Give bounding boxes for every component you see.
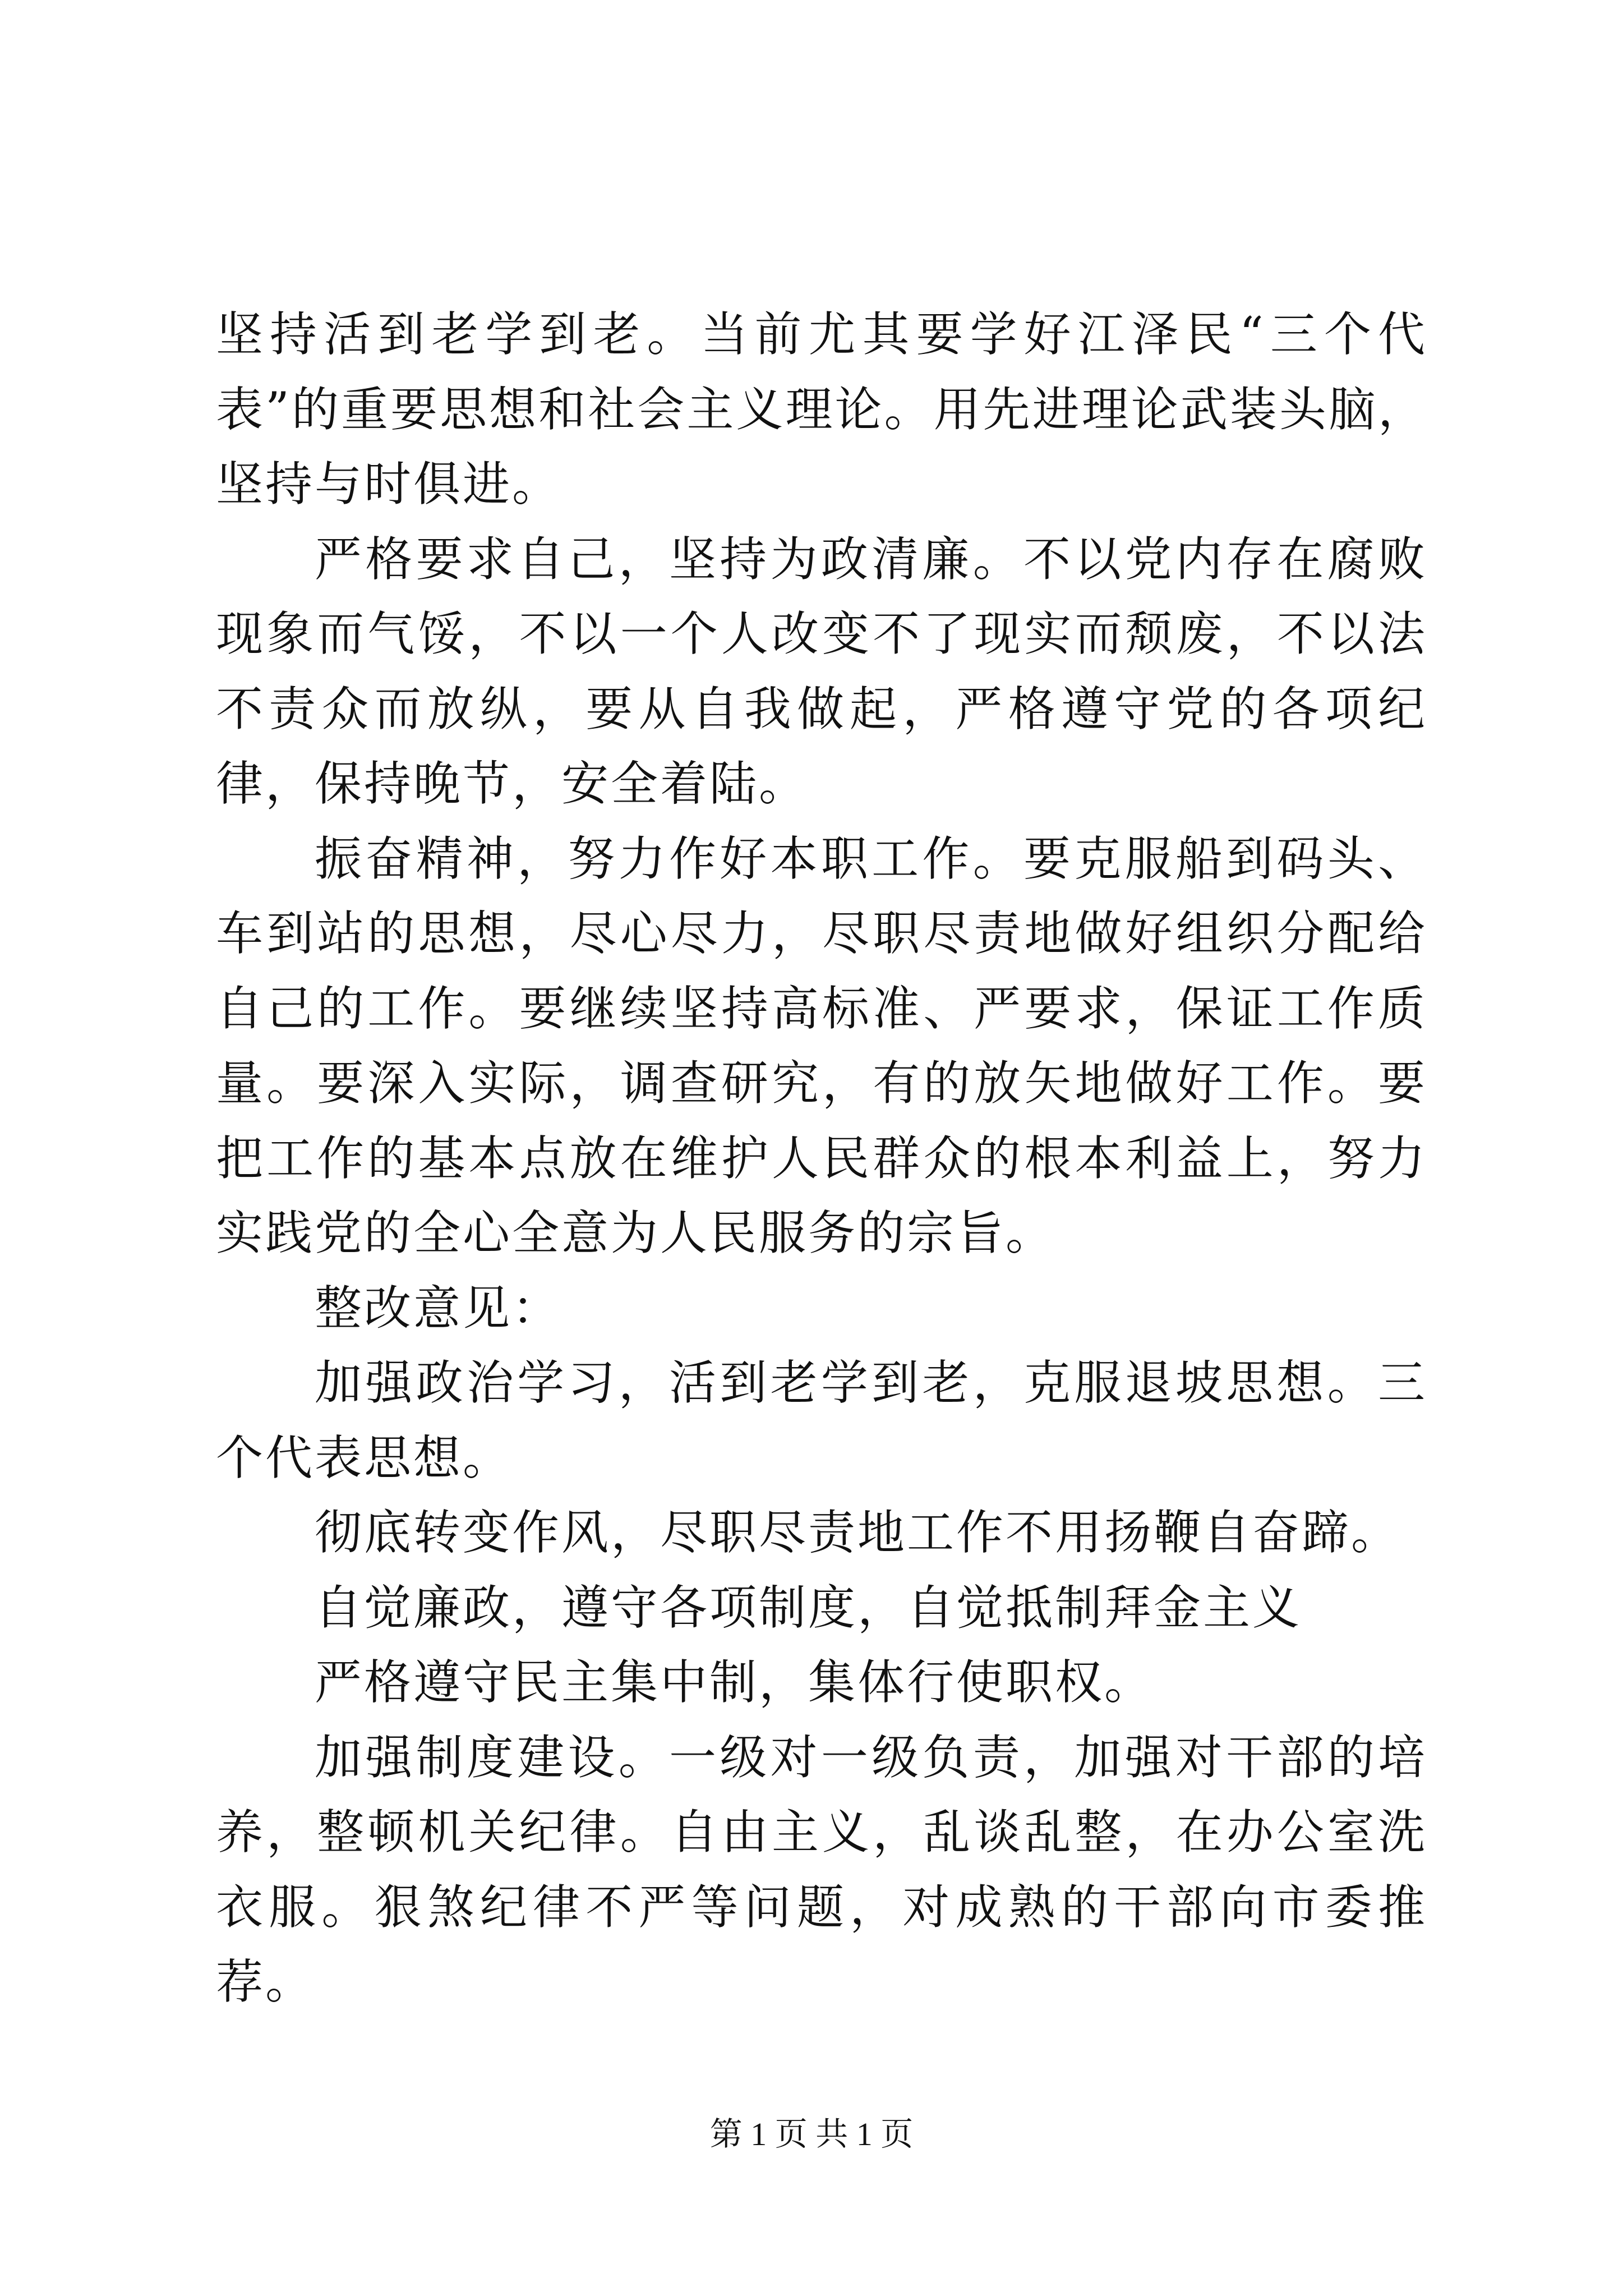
rectification-item-study: 加强政治学习，活到老学到老，克服退坡思想。三个代表思想。 [216,1355,1427,1485]
rectification-item-democracy: 严格遵守民主集中制，集体行使职权。 [315,1655,1154,1710]
paragraph-work-spirit: 振奋精神，努力作好本职工作。要克服船到码头、车到站的思想，尽心尽力，尽职尽责地做好组织分配给自己的工作。要继续坚持高标准、严要求，保证工作质量。要深入实际，调查研究，有的放矢地做好工作。要把工作的基本点放在维护人民群众的根本利益上，努力实践党的全心全意为人民服务的宗旨。 [216,831,1427,1260]
page-footer: 第 1 页 共 1 页 [709,2116,914,2152]
rectification-heading: 整改意见： [315,1280,562,1336]
paragraph-continuation: 坚持活到老学到老。当前尤其要学好江泽民“三个代表”的重要思想和社会主义理论。用先进理论武装头脑，坚持与时俱进。 [216,307,1427,512]
rectification-item-integrity: 自觉廉政，遵守各项制度，自觉抵制拜金主义 [315,1580,1302,1635]
rectification-item-style: 彻底转变作风，尽职尽责地工作不用扬鞭自奋蹄。 [315,1505,1401,1560]
rectification-item-system: 加强制度建设。一级对一级负责，加强对干部的培养，整顿机关纪律。自由主义，乱谈乱整，在办公室洗衣服。狠煞纪律不严等问题，对成熟的干部向市委推荐。 [216,1729,1427,2009]
document-body [216,297,1427,2020]
paragraph-integrity: 严格要求自己，坚持为政清廉。不以党内存在腐败现象而气馁，不以一个人改变不了现实而颓废，不以法不责众而放纵，要从自我做起，严格遵守党的各项纪律，保持晚节，安全着陆。 [216,531,1427,811]
